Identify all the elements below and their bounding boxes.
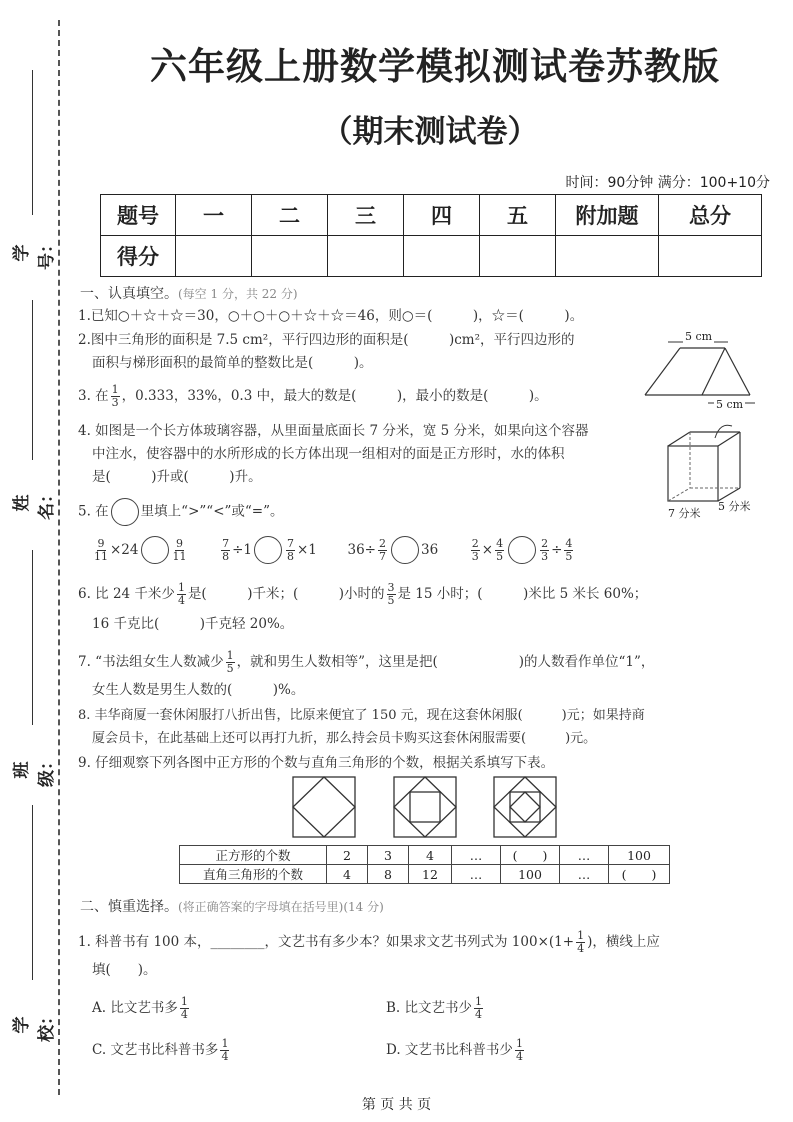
question-1-4b: 中注水，使容器中的水所形成的长方体出现一组相对的面是正方形时，水的体积 [92, 446, 565, 462]
fraction [540, 538, 549, 563]
q6-prefix: 6. 比 24 千米少 [78, 586, 175, 602]
q2-1-prefix: 1. 科普书有 100 本，________，文艺书有多少本？如果求文艺书列式为 100× [78, 934, 549, 950]
q5-prefix: 5. 在 [78, 503, 109, 520]
exam-info: 时间：90分钟 满分：100+10分 [565, 175, 770, 191]
frac-num: 1 [226, 649, 234, 662]
school-label: 学校： [12, 1008, 57, 1042]
table-cell: 3 [368, 846, 409, 865]
q5-items-row [92, 536, 575, 564]
frac-num: 9 [97, 536, 105, 550]
frac-den: 4 [515, 1050, 523, 1063]
question-1-4c: 是( )升或( )升。 [92, 469, 262, 485]
table-cell[interactable]: ( ) [609, 865, 670, 884]
section-1-title: 一、认真填空。 [80, 286, 178, 302]
question-1-1: 1.已知○＋☆＋☆＝30，○＋○＋○＋☆＋☆＝46，则○＝( )，☆＝( )。 [78, 308, 584, 324]
school-line [32, 805, 33, 980]
option-a-text: A. 比文艺书多 [92, 1000, 178, 1016]
cuboid-container-figure [660, 418, 760, 508]
compare-circle [111, 498, 139, 526]
table-row [180, 846, 670, 865]
question-1-6b: 16 千克比( )千克轻 20%。 [92, 616, 294, 632]
fraction [515, 1038, 524, 1063]
frac-den: 3 [471, 549, 479, 563]
frac-den: 11 [172, 549, 187, 563]
frac-num: 7 [222, 536, 230, 550]
table-cell: 4 [327, 865, 368, 884]
fraction [576, 930, 585, 955]
nested-squares-figure-1 [292, 776, 356, 838]
question-1-2b: 面积与梯形面积的最简单的整数比是( )。 [92, 355, 373, 371]
paren-open: (1+ [548, 934, 575, 950]
score-header-cell: 一 [176, 195, 252, 236]
figure-top-label: 5 cm [685, 330, 713, 343]
table-cell: 4 [409, 846, 452, 865]
q6-mid: 是( )千米；( )小时的 [187, 586, 385, 602]
fraction [180, 996, 189, 1021]
section-2-hint: (将正确答案的字母填在括号里)(14 分) [178, 900, 384, 914]
frac-den: 4 [475, 1008, 483, 1021]
score-cell[interactable] [556, 236, 659, 277]
frac-den: 3 [111, 396, 119, 409]
class-label: 班级： [12, 753, 57, 787]
fraction [286, 538, 295, 563]
frac-den: 8 [287, 549, 294, 563]
frac-den: 4 [177, 594, 185, 607]
q3-fraction [111, 384, 120, 409]
page-title: 六年级上册数学模拟测试卷苏教版 [150, 45, 720, 88]
frac-num: 7 [287, 536, 294, 550]
frac-num: 1 [515, 1037, 523, 1050]
table-cell: 8 [368, 865, 409, 884]
question-1-3 [78, 384, 548, 409]
option-b-text: B. 比文艺书少 [386, 1000, 473, 1016]
score-header-cell: 五 [480, 195, 556, 236]
table-cell: 12 [409, 865, 452, 884]
score-table [100, 194, 762, 277]
nested-squares-figure-3 [493, 776, 557, 838]
table-cell: … [452, 865, 501, 884]
q7-prefix: 7. “书法组女生人数减少 [78, 654, 224, 670]
name-label: 姓名： [12, 486, 57, 520]
score-header-cell: 题号 [101, 195, 176, 236]
question-1-5 [78, 498, 284, 526]
score-cell[interactable] [659, 236, 762, 277]
frac-den: 4 [221, 1050, 229, 1063]
compare-circle[interactable] [254, 536, 282, 564]
score-cell[interactable] [328, 236, 404, 277]
option-c[interactable] [92, 1038, 231, 1063]
question-2-1b: 填( )。 [92, 962, 157, 978]
class-line [32, 550, 33, 725]
score-header-row [101, 195, 762, 236]
q5-item-2 [219, 536, 321, 563]
frac-num: 2 [471, 536, 479, 550]
score-header-cell: 三 [328, 195, 404, 236]
fraction [471, 538, 480, 563]
score-header-cell: 附加题 [556, 195, 659, 236]
frac-den: 5 [496, 549, 504, 563]
name-line [32, 300, 33, 460]
frac-den: 11 [94, 549, 108, 563]
table-cell: … [560, 846, 609, 865]
score-cell[interactable] [404, 236, 480, 277]
question-2-1a [78, 930, 660, 955]
fraction [94, 538, 108, 563]
frac-num: 1 [177, 581, 185, 594]
option-d-text: D. 文艺书比科普书少 [386, 1042, 513, 1058]
score-header-cell: 四 [404, 195, 480, 236]
question-1-6a [78, 582, 647, 607]
frac-num: 1 [180, 995, 188, 1008]
frac-num: 2 [379, 536, 386, 550]
fraction [221, 538, 230, 563]
operator: ×24 [110, 541, 139, 558]
fraction [474, 996, 483, 1021]
frac-den: 5 [565, 549, 573, 563]
question-1-8a: 8. 丰华商厦一套休闲服打八折出售，比原来便宜了 150 元，现在这套休闲服( )元；如果持商 [78, 708, 645, 723]
operator: × [481, 541, 494, 558]
score-cell[interactable] [176, 236, 252, 277]
q5-suffix: 里填上“>”“<”或“=”。 [140, 503, 284, 520]
frac-num: 1 [577, 929, 585, 942]
operator: ÷1 [232, 541, 252, 558]
compare-circle[interactable] [141, 536, 169, 564]
frac-num: 9 [176, 536, 183, 550]
q5-item-1 [92, 536, 193, 563]
frac-den: 8 [222, 549, 230, 563]
q3-suffix: ，0.333，33%，0.3 中，最大的数是( )，最小的数是( )。 [121, 388, 548, 404]
cuboid-length-label: 7 分米 [668, 507, 701, 520]
compare-circle[interactable] [508, 536, 536, 564]
row-label: 正方形的个数 [180, 846, 327, 865]
frac-num: 1 [111, 383, 119, 396]
student-id-label: 学号： [12, 236, 57, 270]
student-id-line [32, 70, 33, 215]
frac-den: 4 [577, 942, 585, 955]
figure-bottom-label: 5 cm [716, 398, 744, 411]
cuboid-width-label: 5 分米 [718, 500, 751, 513]
operator: ×1 [297, 541, 317, 558]
binding-dashed-line [58, 20, 60, 1095]
fraction [495, 538, 504, 563]
fraction [177, 582, 186, 607]
score-row [101, 236, 762, 277]
score-cell[interactable] [480, 236, 556, 277]
squares-triangles-table [179, 845, 670, 884]
table-cell: 100 [501, 865, 560, 884]
q5-item-4 [469, 536, 576, 563]
table-cell: 100 [609, 846, 670, 865]
option-c-text: C. 文艺书比科普书多 [92, 1042, 219, 1058]
question-1-7b: 女生人数是男生人数的( )%。 [92, 682, 305, 698]
frac-den: 4 [180, 1008, 188, 1021]
frac-num: 4 [565, 536, 573, 550]
option-d[interactable] [386, 1038, 526, 1063]
frac-den: 5 [226, 662, 234, 675]
question-1-8b: 厦会员卡，在此基础上还可以再打九折，那么持会员卡购买这套休闲服需要( )元。 [92, 731, 597, 746]
section-1-heading [80, 283, 298, 303]
table-cell[interactable]: ( ) [501, 846, 560, 865]
question-1-4a: 4. 如图是一个长方体玻璃容器，从里面量底面长 7 分米，宽 5 分米，如果向这个容器 [78, 423, 589, 439]
table-cell: … [452, 846, 501, 865]
table-row [180, 865, 670, 884]
question-1-7a [78, 650, 654, 675]
section-1-hint: (每空 1 分，共 22 分) [178, 287, 298, 301]
frac-den: 3 [541, 549, 549, 563]
operator: 36÷ [347, 541, 376, 558]
question-1-9: 9. 仔细观察下列各图中正方形的个数与直角三角形的个数，根据关系填写下表。 [78, 755, 555, 771]
frac-num: 1 [475, 995, 483, 1008]
section-2-title: 二、慎重选择。 [80, 899, 178, 915]
fraction [387, 582, 396, 607]
question-1-2a: 2.图中三角形的面积是 7.5 cm²，平行四边形的面积是( )cm²，平行四边形的 [78, 332, 575, 348]
page-subtitle: （期末测试卷） [321, 114, 539, 150]
score-header-cell: 二 [252, 195, 328, 236]
q5-item-3 [347, 536, 443, 563]
table-cell: 2 [327, 846, 368, 865]
frac-num: 2 [541, 536, 549, 550]
q6-suffix: 是 15 小时；( )米比 5 米长 60%； [397, 586, 648, 602]
score-header-cell: 总分 [659, 195, 762, 236]
q7-suffix: ，就和男生人数相等”，这里是把( )的人数看作单位“1”， [236, 654, 655, 670]
fraction [564, 538, 573, 563]
frac-num: 4 [496, 536, 504, 550]
fraction [378, 538, 387, 563]
section-2-heading [80, 896, 384, 916]
frac-num: 1 [221, 1037, 229, 1050]
q2-1-suffix: )，横线上应 [587, 934, 660, 950]
table-cell: … [560, 865, 609, 884]
compare-circle[interactable] [391, 536, 419, 564]
value: 36 [421, 541, 439, 558]
frac-den: 7 [379, 549, 386, 563]
score-row-label: 得分 [101, 236, 176, 277]
fraction [220, 1038, 229, 1063]
fraction [173, 538, 187, 563]
fraction [226, 650, 235, 675]
q3-prefix: 3. 在 [78, 388, 109, 404]
frac-num: 3 [387, 581, 395, 594]
operator: ÷ [551, 541, 563, 558]
score-cell[interactable] [252, 236, 328, 277]
row-label: 直角三角形的个数 [180, 865, 327, 884]
frac-den: 5 [387, 594, 395, 607]
option-b[interactable] [386, 996, 485, 1021]
nested-squares-figure-2 [393, 776, 457, 838]
page-footer: 第 页 共 页 [361, 1097, 432, 1113]
option-a[interactable] [92, 996, 191, 1021]
